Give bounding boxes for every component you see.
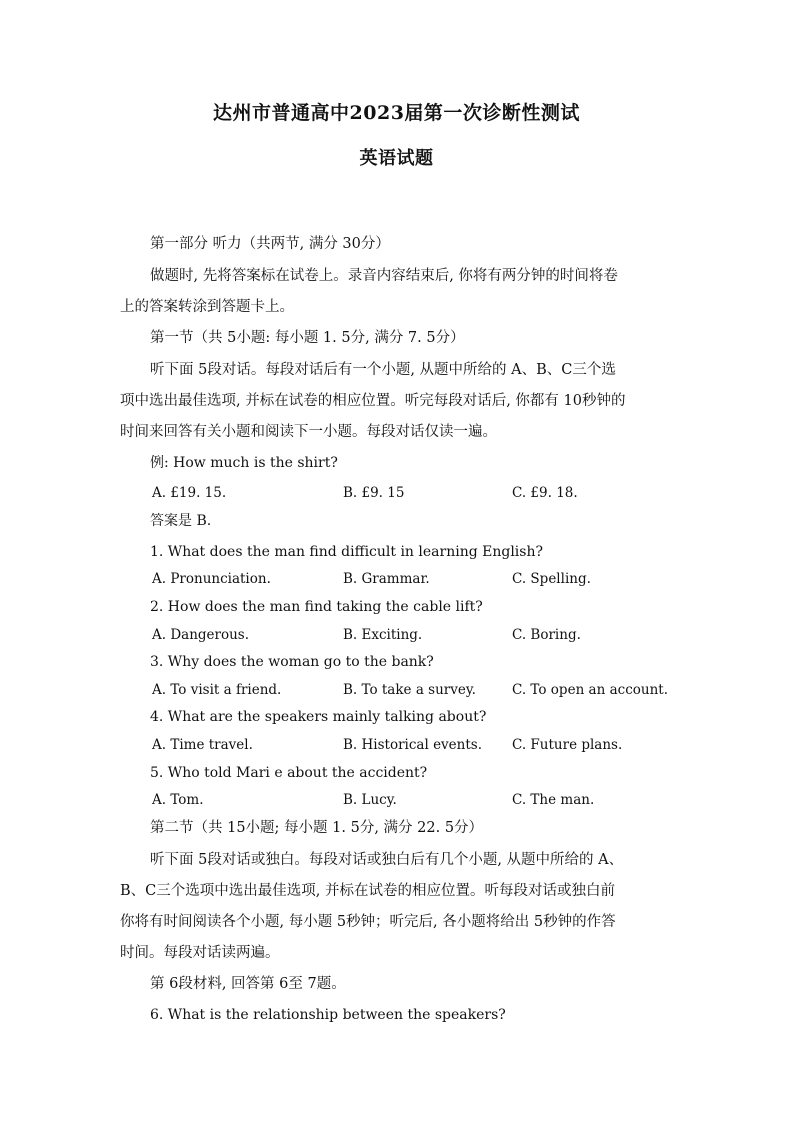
option-b: B. To take a survey.	[343, 682, 476, 698]
option-c: C. The man.	[512, 792, 595, 808]
option-c: C. Spelling.	[512, 571, 591, 587]
option-c: C. To open an account.	[512, 682, 668, 698]
option-a: A. Dangerous.	[152, 627, 250, 643]
example-question: 例: How much is the shirt?	[150, 455, 338, 471]
option-b: B. Historical events.	[343, 737, 483, 753]
example-answer: 答案是 B.	[150, 513, 212, 529]
section2-line-2: B、C三个选项中选出最佳选项, 并标在试卷的相应位置。听每段对话或独白前	[120, 883, 615, 899]
section1-heading: 第一节（共 5小题: 每小题 1. 5分, 满分 7. 5分）	[150, 330, 465, 346]
section1-line-1: 听下面 5段对话。每段对话后有一个小题, 从题中所给的 A、B、C三个选	[150, 362, 616, 378]
question-5-options	[0, 791, 793, 809]
question-2-options	[0, 626, 793, 644]
question-4-options	[0, 736, 793, 754]
section2-line-4: 时间。每段对话读两遍。	[120, 945, 280, 961]
instructions-line-1: 做题时, 先将答案标在试卷上。录音内容结束后, 你将有两分钟的时间将卷	[150, 268, 618, 284]
part1-heading: 第一部分 听力（共两节, 满分 30分）	[150, 236, 390, 252]
option-a: A. Tom.	[152, 792, 204, 808]
question-6: 6. What is the relationship between the speakers?	[150, 1007, 506, 1023]
question-5: 5. Who told Mari e about the accident?	[150, 765, 428, 781]
option-b: B. Grammar.	[343, 571, 430, 587]
question-4: 4. What are the speakers mainly talking about?	[150, 709, 487, 725]
option-c: C. Future plans.	[512, 737, 623, 753]
question-3: 3. Why does the woman go to the bank?	[150, 654, 434, 670]
question-3-options	[0, 681, 793, 699]
example-options	[0, 484, 793, 502]
exam-subtitle: 英语试题	[359, 148, 434, 169]
exam-title: 达州市普通高中2023届第一次诊断性测试	[213, 102, 580, 124]
option-b: B. £9. 15	[343, 485, 405, 501]
section2-line-3: 你将有时间阅读各个小题, 每小题 5秒钟；听完后, 各小题将给出 5秒钟的作答	[120, 914, 616, 930]
option-a: A. To visit a friend.	[152, 682, 282, 698]
section1-line-2: 项中选出最佳选项, 并标在试卷的相应位置。听完每段对话后, 你都有 10秒钟的	[120, 393, 626, 409]
option-c: C. £9. 18.	[512, 485, 578, 501]
option-b: B. Exciting.	[343, 627, 423, 643]
option-a: A. £19. 15.	[152, 485, 227, 501]
question-2: 2. How does the man find taking the cable lift?	[150, 599, 483, 615]
section1-line-3: 时间来回答有关小题和阅读下一小题。每段对话仅读一遍。	[120, 424, 497, 440]
question-1-options	[0, 570, 793, 588]
instructions-line-2: 上的答案转涂到答题卡上。	[120, 299, 294, 315]
section2-line-1: 听下面 5段对话或独白。每段对话或独白后有几个小题, 从题中所给的 A、	[150, 852, 624, 868]
option-a: A. Time travel.	[152, 737, 253, 753]
material-6-note: 第 6段材料, 回答第 6至 7题。	[150, 976, 346, 992]
option-b: B. Lucy.	[343, 792, 397, 808]
option-c: C. Boring.	[512, 627, 581, 643]
option-a: A. Pronunciation.	[152, 571, 271, 587]
section2-heading: 第二节（共 15小题; 每小题 1. 5分, 满分 22. 5分）	[150, 820, 484, 836]
question-1: 1. What does the man find difficult in learning English?	[150, 544, 543, 560]
